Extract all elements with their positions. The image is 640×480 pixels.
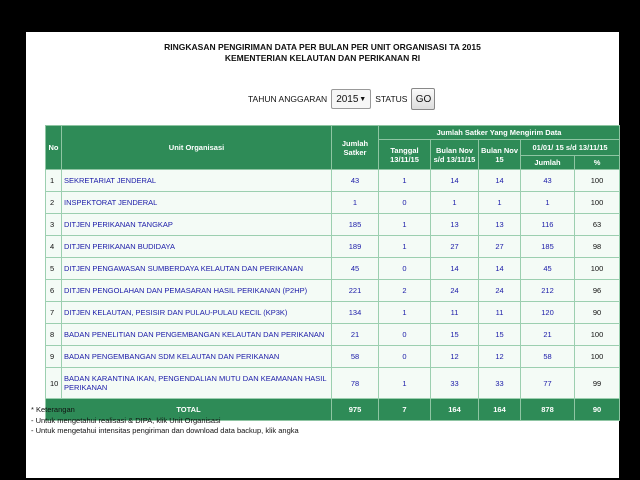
col-header-bulan-nov: Bulan Nov 15 (479, 140, 521, 170)
year-label: TAHUN ANGGARAN (248, 94, 328, 104)
row-no: 3 (46, 214, 62, 236)
row-no: 5 (46, 258, 62, 280)
col-header-tanggal: Tanggal 13/11/15 (379, 140, 431, 170)
satker-count[interactable]: 185 (332, 214, 379, 236)
col-header-no: No (46, 126, 62, 170)
unit-link[interactable]: INSPEKTORAT JENDERAL (62, 192, 332, 214)
jumlah-count[interactable]: 185 (521, 236, 575, 258)
nov-count[interactable]: 11 (479, 302, 521, 324)
tanggal-count[interactable]: 1 (379, 368, 431, 399)
filter-bar (248, 88, 435, 110)
table-row (46, 192, 620, 214)
satker-count[interactable]: 21 (332, 324, 379, 346)
table-row (46, 170, 620, 192)
status-label: STATUS (375, 94, 408, 104)
nov-count[interactable]: 33 (479, 368, 521, 399)
report-page (26, 32, 619, 478)
nov-sd-count[interactable]: 13 (431, 214, 479, 236)
satker-count[interactable]: 134 (332, 302, 379, 324)
satker-count[interactable]: 1 (332, 192, 379, 214)
col-header-jumlah-satker: Jumlah Satker (332, 126, 379, 170)
jumlah-count[interactable]: 43 (521, 170, 575, 192)
satker-count[interactable]: 78 (332, 368, 379, 399)
nov-sd-count[interactable]: 27 (431, 236, 479, 258)
row-no: 6 (46, 280, 62, 302)
tanggal-count[interactable]: 1 (379, 236, 431, 258)
persen-value: 90 (575, 302, 620, 324)
nov-count[interactable]: 15 (479, 324, 521, 346)
nov-count[interactable]: 14 (479, 170, 521, 192)
tanggal-count[interactable]: 2 (379, 280, 431, 302)
dropdown-arrow-icon: ▼ (359, 95, 367, 103)
nov-count[interactable]: 24 (479, 280, 521, 302)
nov-sd-count[interactable]: 15 (431, 324, 479, 346)
col-header-range: 01/01/ 15 s/d 13/11/15 (521, 140, 620, 156)
nov-count[interactable]: 14 (479, 258, 521, 280)
jumlah-count[interactable]: 45 (521, 258, 575, 280)
total-satker: 975 (332, 399, 379, 421)
row-no: 4 (46, 236, 62, 258)
nov-sd-count[interactable]: 33 (431, 368, 479, 399)
tanggal-count[interactable]: 0 (379, 258, 431, 280)
total-jumlah: 878 (521, 399, 575, 421)
total-tanggal: 7 (379, 399, 431, 421)
total-nov: 164 (479, 399, 521, 421)
persen-value: 100 (575, 170, 620, 192)
row-no: 7 (46, 302, 62, 324)
table-row (46, 346, 620, 368)
row-no: 8 (46, 324, 62, 346)
nov-sd-count[interactable]: 12 (431, 346, 479, 368)
persen-value: 96 (575, 280, 620, 302)
table-row (46, 280, 620, 302)
unit-link[interactable]: DITJEN PERIKANAN TANGKAP (62, 214, 332, 236)
report-title-line1: RINGKASAN PENGIRIMAN DATA PER BULAN PER UNIT ORGANISASI TA 2015 (164, 42, 481, 52)
go-button[interactable]: GO (411, 88, 435, 110)
nov-count[interactable]: 1 (479, 192, 521, 214)
nov-sd-count[interactable]: 11 (431, 302, 479, 324)
notes (31, 405, 299, 437)
tanggal-count[interactable]: 0 (379, 346, 431, 368)
notes-line2: - Untuk mengetahui intensitas pengiriman dan download data backup, klik angka (31, 426, 299, 435)
persen-value: 100 (575, 192, 620, 214)
total-label: TOTAL (46, 399, 332, 421)
unit-link[interactable]: DITJEN PENGOLAHAN DAN PEMASARAN HASIL PERIKANAN (P2HP) (62, 280, 332, 302)
col-header-persen: % (575, 156, 620, 170)
nov-sd-count[interactable]: 14 (431, 258, 479, 280)
table-row (46, 214, 620, 236)
tanggal-count[interactable]: 0 (379, 192, 431, 214)
col-header-bulan-nov-sd: Bulan Nov s/d 13/11/15 (431, 140, 479, 170)
jumlah-count[interactable]: 120 (521, 302, 575, 324)
report-title-line2: KEMENTERIAN KELAUTAN DAN PERIKANAN RI (224, 53, 421, 63)
jumlah-count[interactable]: 1 (521, 192, 575, 214)
persen-value: 63 (575, 214, 620, 236)
persen-value: 99 (575, 368, 620, 399)
nov-sd-count[interactable]: 1 (431, 192, 479, 214)
nov-count[interactable]: 27 (479, 236, 521, 258)
tanggal-count[interactable]: 1 (379, 170, 431, 192)
col-header-unit: Unit Organisasi (62, 126, 332, 170)
table-row (46, 324, 620, 346)
unit-link[interactable]: BADAN PENELITIAN DAN PENGEMBANGAN KELAUTAN DAN PERIKANAN (62, 324, 332, 346)
table-row (46, 236, 620, 258)
summary-table (45, 125, 620, 421)
table-row (46, 258, 620, 280)
notes-title: * Keterangan (31, 405, 75, 414)
row-no: 2 (46, 192, 62, 214)
year-select-value: 2015 (336, 93, 359, 105)
jumlah-count[interactable]: 212 (521, 280, 575, 302)
notes-line1: - Untuk mengetahui realisasi & DIPA, klik Unit Organisasi (31, 415, 221, 425)
jumlah-count[interactable]: 77 (521, 368, 575, 399)
unit-link[interactable]: BADAN KARANTINA IKAN, PENGENDALIAN MUTU DAN KEAMANAN HASIL PERIKANAN (62, 368, 332, 399)
tanggal-count[interactable]: 0 (379, 324, 431, 346)
nov-sd-count[interactable]: 14 (431, 170, 479, 192)
persen-value: 100 (575, 346, 620, 368)
nov-count[interactable]: 13 (479, 214, 521, 236)
satker-count[interactable]: 189 (332, 236, 379, 258)
tanggal-count[interactable]: 1 (379, 302, 431, 324)
jumlah-count[interactable]: 58 (521, 346, 575, 368)
persen-value: 98 (575, 236, 620, 258)
total-nov-sd: 164 (431, 399, 479, 421)
unit-link[interactable]: BADAN PENGEMBANGAN SDM KELAUTAN DAN PERIKANAN (62, 346, 332, 368)
report-title (26, 42, 619, 64)
col-header-jumlah: Jumlah (521, 156, 575, 170)
col-group-header: Jumlah Satker Yang Mengirim Data (379, 126, 620, 140)
unit-link[interactable]: DITJEN KELAUTAN, PESISIR DAN PULAU-PULAU KECIL (KP3K) (62, 302, 332, 324)
satker-count[interactable]: 58 (332, 346, 379, 368)
unit-link[interactable]: SEKRETARIAT JENDERAL (62, 170, 332, 192)
jumlah-count[interactable]: 116 (521, 214, 575, 236)
row-no: 1 (46, 170, 62, 192)
nov-count[interactable]: 12 (479, 346, 521, 368)
jumlah-count[interactable]: 21 (521, 324, 575, 346)
table-row (46, 302, 620, 324)
persen-value: 100 (575, 258, 620, 280)
satker-count[interactable]: 45 (332, 258, 379, 280)
total-persen: 90 (575, 399, 620, 421)
row-no: 9 (46, 346, 62, 368)
persen-value: 100 (575, 324, 620, 346)
unit-link[interactable]: DITJEN PENGAWASAN SUMBERDAYA KELAUTAN DAN PERIKANAN (62, 258, 332, 280)
table-row (46, 368, 620, 399)
row-no: 10 (46, 368, 62, 399)
satker-count[interactable]: 221 (332, 280, 379, 302)
satker-count[interactable]: 43 (332, 170, 379, 192)
nov-sd-count[interactable]: 24 (431, 280, 479, 302)
unit-link[interactable]: DITJEN PERIKANAN BUDIDAYA (62, 236, 332, 258)
tanggal-count[interactable]: 1 (379, 214, 431, 236)
year-select[interactable] (331, 89, 371, 109)
